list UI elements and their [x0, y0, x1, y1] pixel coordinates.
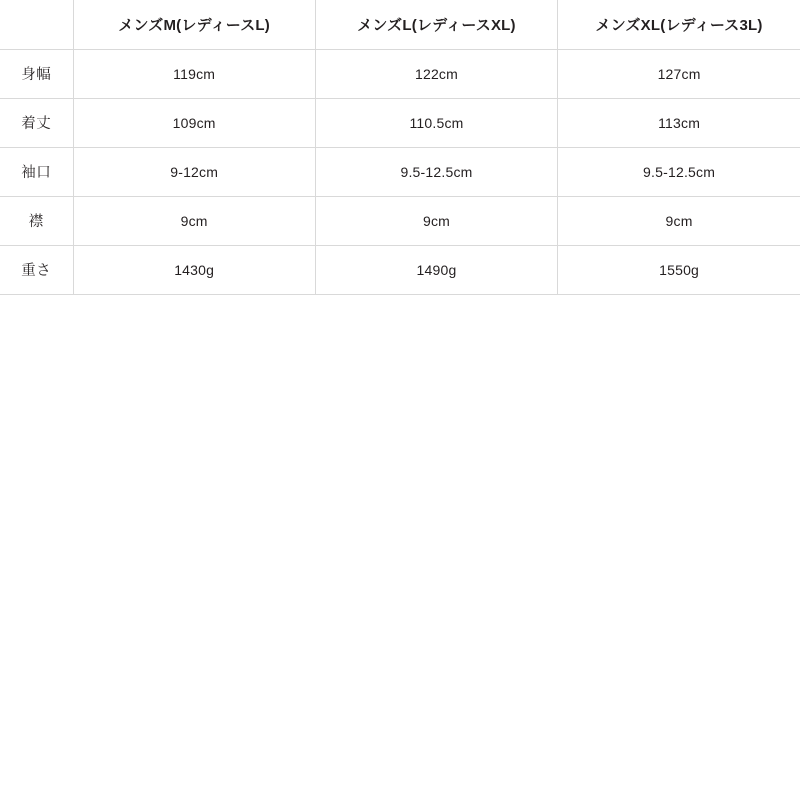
cell-collar-mens-xl: 9cm: [558, 196, 800, 245]
column-header-mens-m: メンズM(レディースL): [73, 0, 315, 49]
column-header-mens-l: メンズL(レディースXL): [315, 0, 557, 49]
cell-length-mens-xl: 113cm: [558, 98, 800, 147]
cell-collar-mens-l: 9cm: [315, 196, 557, 245]
cell-length-mens-m: 109cm: [73, 98, 315, 147]
row-label-collar: 襟: [0, 196, 73, 245]
cell-cuff-mens-l: 9.5-12.5cm: [315, 147, 557, 196]
cell-weight-mens-xl: 1550g: [558, 245, 800, 294]
table-row: [0, 98, 800, 147]
cell-weight-mens-l: 1490g: [315, 245, 557, 294]
size-specification-table: [0, 0, 800, 295]
table-header-row: [0, 0, 800, 49]
table-corner-cell: [0, 0, 73, 49]
table-row: [0, 196, 800, 245]
cell-body-width-mens-l: 122cm: [315, 49, 557, 98]
row-label-length: 着丈: [0, 98, 73, 147]
cell-collar-mens-m: 9cm: [73, 196, 315, 245]
cell-cuff-mens-xl: 9.5-12.5cm: [558, 147, 800, 196]
table-row: [0, 147, 800, 196]
cell-body-width-mens-xl: 127cm: [558, 49, 800, 98]
cell-length-mens-l: 110.5cm: [315, 98, 557, 147]
row-label-weight: 重さ: [0, 245, 73, 294]
table-body: [0, 49, 800, 294]
cell-weight-mens-m: 1430g: [73, 245, 315, 294]
row-label-cuff: 袖口: [0, 147, 73, 196]
table-row: [0, 245, 800, 294]
cell-cuff-mens-m: 9-12cm: [73, 147, 315, 196]
cell-body-width-mens-m: 119cm: [73, 49, 315, 98]
table-header: [0, 0, 800, 49]
row-label-body-width: 身幅: [0, 49, 73, 98]
table-row: [0, 49, 800, 98]
column-header-mens-xl: メンズXL(レディース3L): [558, 0, 800, 49]
